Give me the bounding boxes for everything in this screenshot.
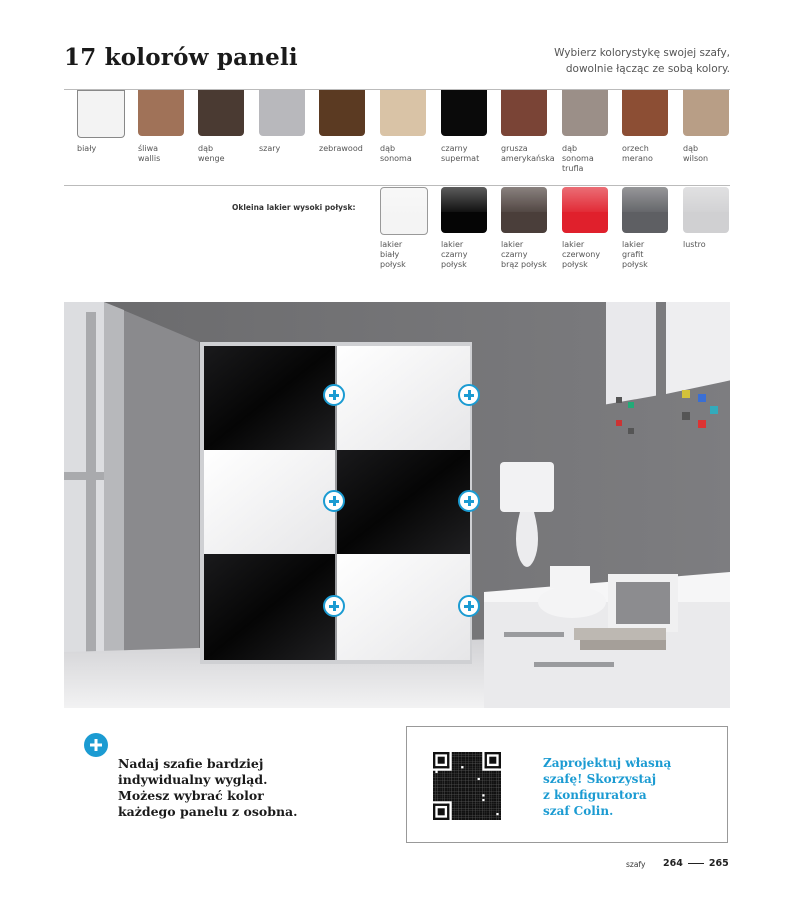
- gloss-swatch-label: [380, 240, 438, 270]
- configurator-line: z konfiguratora: [543, 788, 647, 802]
- subtitle-line: Wybierz kolorystykę swojej szafy,: [554, 47, 730, 59]
- plus-icon: [84, 733, 108, 757]
- swatch-label-line: szary: [259, 144, 281, 153]
- swatch-label-line: dąb: [562, 144, 578, 153]
- swatch-label-line: wilson: [683, 154, 709, 163]
- swatch-label-line: sonoma: [380, 154, 412, 163]
- swatch-label-line: grusza: [501, 144, 528, 153]
- swatch-label-line: lustro: [683, 240, 706, 249]
- swatch-label-line: lakier: [562, 240, 585, 249]
- info-line: Możesz wybrać kolor: [118, 788, 264, 803]
- page-numbers: [663, 858, 729, 869]
- color-swatch[interactable]: [198, 90, 244, 136]
- swatch-label-line: trufla: [562, 164, 584, 173]
- swatch-label-line: biały: [77, 144, 97, 153]
- panel-plus-icon[interactable]: [458, 384, 480, 406]
- swatch-label-line: dąb: [683, 144, 699, 153]
- gloss-swatch[interactable]: [683, 187, 729, 233]
- gloss-swatch-label: [562, 240, 620, 270]
- configurator-line: szafę! Skorzystaj: [543, 772, 657, 786]
- swatch-label-line: lakier: [380, 240, 403, 249]
- page-subtitle: [470, 45, 730, 77]
- panel-plus-icon[interactable]: [323, 490, 345, 512]
- swatch-label-line: sonoma: [562, 154, 594, 163]
- color-swatch-label: [501, 144, 559, 164]
- swatch-label-line: amerykańska: [501, 154, 555, 163]
- gloss-heading: Okleina lakier wysoki połysk:: [232, 203, 356, 212]
- page-number-right: 265: [708, 858, 729, 869]
- color-swatch-label: [380, 144, 438, 164]
- swatch-label-line: merano: [622, 154, 653, 163]
- swatch-label-line: wenge: [198, 154, 225, 163]
- swatch-label-line: orzech: [622, 144, 649, 153]
- gloss-swatch[interactable]: [562, 187, 608, 233]
- color-swatch-label: [77, 144, 135, 154]
- color-swatch-label: [138, 144, 196, 164]
- swatch-label-line: grafit: [622, 250, 644, 259]
- panel-plus-icon[interactable]: [458, 595, 480, 617]
- swatch-label-line: supermat: [441, 154, 480, 163]
- swatch-label-line: połysk: [380, 260, 406, 269]
- swatch-label-line: lakier: [501, 240, 524, 249]
- swatch-label-line: lakier: [441, 240, 464, 249]
- page-dash: [688, 863, 704, 865]
- configurator-line: szaf Colin.: [543, 804, 614, 818]
- wardrobe-photo: [64, 302, 730, 708]
- swatch-label-line: połysk: [622, 260, 648, 269]
- swatch-label-line: śliwa: [138, 144, 159, 153]
- color-swatch[interactable]: [138, 90, 184, 136]
- swatch-label-line: dąb: [380, 144, 396, 153]
- color-swatch[interactable]: [501, 90, 547, 136]
- color-swatch-label: [259, 144, 317, 154]
- info-line: indywidualny wygląd.: [118, 772, 268, 787]
- swatch-label-line: czerwony: [562, 250, 601, 259]
- qr-code-icon[interactable]: [433, 752, 501, 820]
- gloss-swatch-label: [622, 240, 680, 270]
- color-swatch-label: [683, 144, 741, 164]
- swatch-label-line: dąb: [198, 144, 214, 153]
- color-swatch-label: [562, 144, 620, 174]
- configurator-line: Zaprojektuj własną: [543, 756, 672, 770]
- color-swatch-label: [441, 144, 499, 164]
- color-swatch[interactable]: [259, 90, 305, 136]
- swatch-label-line: połysk: [441, 260, 467, 269]
- gloss-swatch-label: [441, 240, 499, 270]
- color-swatch[interactable]: [319, 90, 365, 136]
- color-swatch[interactable]: [77, 90, 125, 138]
- swatch-label-line: wallis: [138, 154, 161, 163]
- swatch-label-line: biały: [380, 250, 400, 259]
- divider: [64, 185, 730, 186]
- color-swatch[interactable]: [562, 90, 608, 136]
- swatch-label-line: połysk: [562, 260, 588, 269]
- swatch-label-line: czarny: [441, 250, 468, 259]
- footer-section-label: szafy: [626, 860, 646, 869]
- configurator-box: [406, 726, 728, 843]
- color-swatch[interactable]: [441, 90, 487, 136]
- swatch-label-line: lakier: [622, 240, 645, 249]
- panel-plus-icon[interactable]: [458, 490, 480, 512]
- page-title: 17 kolorów paneli: [64, 44, 298, 71]
- swatch-label-line: czarny: [501, 250, 528, 259]
- gloss-swatch-label: [501, 240, 559, 270]
- configurator-text[interactable]: [543, 755, 671, 819]
- subtitle-line: dowolnie łącząc ze sobą kolory.: [565, 63, 730, 75]
- color-swatch[interactable]: [683, 90, 729, 136]
- gloss-swatch[interactable]: [622, 187, 668, 233]
- info-text: [118, 756, 298, 820]
- color-swatch[interactable]: [622, 90, 668, 136]
- info-line: Nadaj szafie bardziej: [118, 756, 264, 771]
- gloss-swatch[interactable]: [380, 187, 428, 235]
- swatch-label-line: brąz połysk: [501, 260, 547, 269]
- gloss-swatch[interactable]: [441, 187, 487, 233]
- color-swatch-label: [198, 144, 256, 164]
- gloss-swatch-label: [683, 240, 741, 250]
- panel-plus-icon[interactable]: [323, 384, 345, 406]
- page-number-left: 264: [663, 858, 683, 869]
- swatch-label-line: zebrawood: [319, 144, 363, 153]
- info-line: każdego panelu z osobna.: [118, 804, 298, 819]
- color-swatch-label: [319, 144, 377, 154]
- color-swatch[interactable]: [380, 90, 426, 136]
- gloss-swatch[interactable]: [501, 187, 547, 233]
- color-swatch-label: [622, 144, 680, 164]
- swatch-label-line: czarny: [441, 144, 468, 153]
- panel-plus-icon[interactable]: [323, 595, 345, 617]
